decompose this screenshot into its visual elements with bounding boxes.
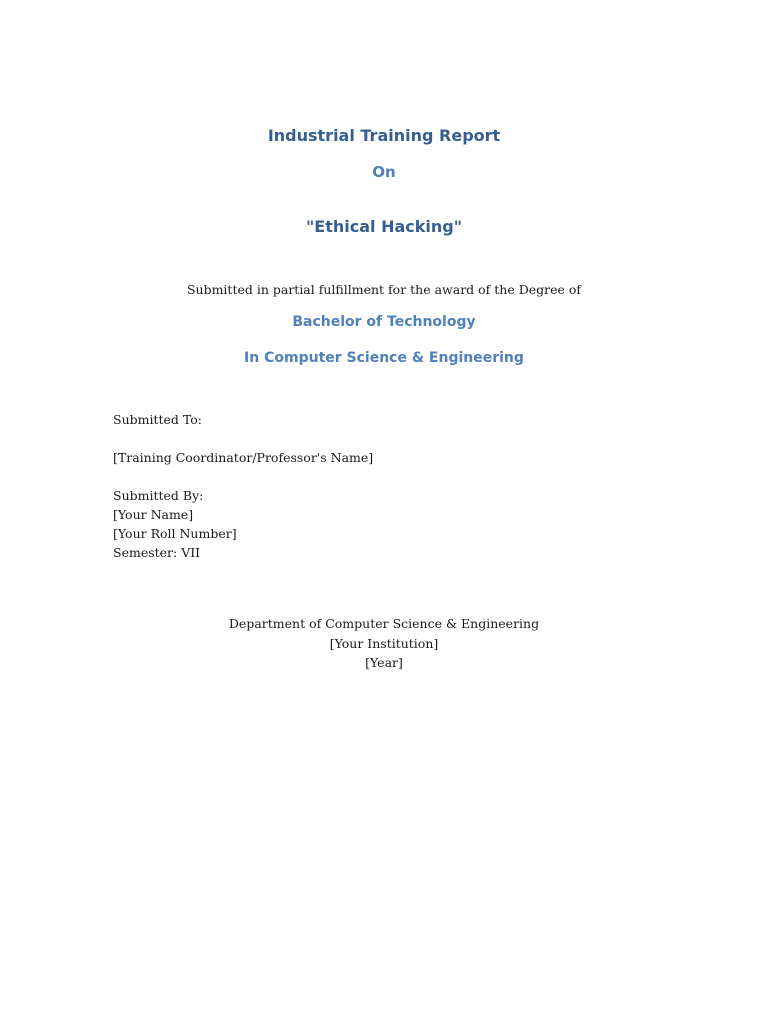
institution-footer <box>0 614 768 673</box>
institution-name: [Your Institution] <box>329 635 439 651</box>
degree-branch: In Computer Science & Engineering <box>244 350 524 366</box>
submitted-to-label: Submitted To: <box>113 412 202 427</box>
semester: Semester: VII <box>113 545 201 560</box>
degree-name: Bachelor of Technology <box>292 314 476 330</box>
fulfillment-statement: Submitted in partial fulfillment for the award of the Degree of <box>186 282 582 297</box>
submitted-by-section <box>113 486 237 562</box>
department-name: Department of Computer Science & Engineering <box>228 616 540 631</box>
report-topic: "Ethical Hacking" <box>305 217 463 236</box>
submitted-by-label: Submitted By: <box>113 488 204 503</box>
report-year: [Year] <box>365 655 403 670</box>
report-title: Industrial Training Report <box>267 126 501 145</box>
roll-number: [Your Roll Number] <box>113 526 237 541</box>
report-on: On <box>372 163 396 181</box>
coordinator-name: [Training Coordinator/Professor's Name] <box>113 450 374 465</box>
student-name: [Your Name] <box>113 507 194 522</box>
